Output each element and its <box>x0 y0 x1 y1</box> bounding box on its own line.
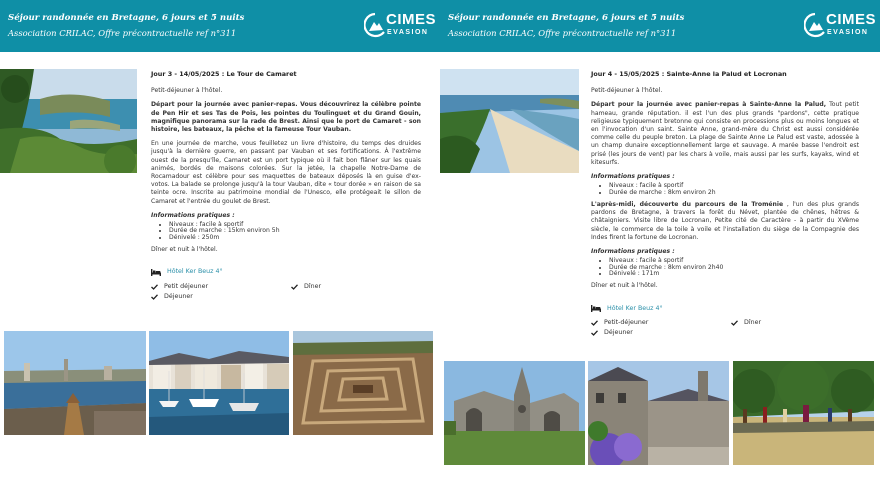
cimes-logo <box>364 10 437 42</box>
header-banner <box>440 0 880 52</box>
photo-camaret-harbour <box>4 331 146 435</box>
hotel-line <box>151 268 421 276</box>
hotel-line <box>591 305 859 313</box>
photo-camaret-port-boats <box>149 331 289 435</box>
meal-item: Déjeuner <box>591 329 731 337</box>
header-title: Séjour randonnée en Bretagne, 6 jours et 5 nuits <box>8 13 245 23</box>
meals-grid <box>591 319 859 337</box>
bed-icon <box>151 269 161 276</box>
photo-tour-vauban-stones <box>293 331 433 435</box>
page-day-4 <box>440 0 880 482</box>
dinner-note: Dîner et nuit à l'hôtel. <box>591 282 658 290</box>
day-4-text <box>591 70 859 337</box>
meal-item: Déjeuner <box>151 293 291 301</box>
info-list <box>151 222 421 241</box>
cimes-logo <box>804 10 877 42</box>
header-subtitle: Association CRILAC, Offre précontractuelle ref n°311 <box>448 28 677 38</box>
dinner-note: Dîner et nuit à l'hôtel. <box>151 246 218 254</box>
day-intro: Départ pour la journée avec panier-repas. Vous découvrirez la célèbre pointe de Pen Hir et ses Tas de Pois, les pointes du Toulinguet et du Grand Gouin, magnifique panorama sur la rade de Brest. Ainsi que le port de Camaret - son histoire, les bateaux, la pêche et la fameuse Tour Vauban. <box>151 101 421 134</box>
logo-text-top: CIMES <box>386 11 437 28</box>
day-title: Jour 3 - 14/05/2025 : Le Tour de Camaret <box>151 70 297 78</box>
info-duration: • Durée de marche : 8km environ 2h <box>609 190 859 196</box>
bed-icon <box>591 305 601 312</box>
photo-sainte-anne-beach <box>440 69 579 173</box>
mountain-logo-icon <box>804 12 826 38</box>
info-list <box>591 258 859 277</box>
photo-tromenie-procession <box>733 361 874 465</box>
info-title: Informations pratiques : <box>151 211 235 219</box>
info-title: Informations pratiques : <box>591 248 675 256</box>
info-level: • Niveaux : facile à sportif <box>609 258 859 264</box>
photo-sainte-anne-chapel <box>444 361 585 465</box>
day-intro: Départ pour la journée avec panier-repas à Sainte-Anne la Palud, Tout petit hameau, grande réputation. il est l'un des plus grands "pardons", cette pratique religieuse typiquement bretonne qui consiste en processions plus ou moins longues et en l'invocation d'un saint. Sainte Anne, grand-mère du Christ est aussi considérée comme celle du peuple breton. La plage de Sainte Anne Le Palud est vaste, adossée à un champ dunaire exceptionnellement large et sauvage. A marée basse l'endroit est prisé (les jours de vent) par les chars à voile, mais aussi par les surfs, kayaks, wind et kitesurfs. <box>591 101 859 166</box>
meal-item: Petit déjeuner <box>151 283 291 291</box>
logo-text-bottom: EVASION <box>827 29 869 36</box>
header-title: Séjour randonnée en Bretagne, 6 jours et 5 nuits <box>448 13 685 23</box>
check-icon <box>151 294 158 300</box>
header-banner <box>0 0 440 52</box>
hotel-name: Hôtel Ker Beuz 4° <box>607 304 663 312</box>
breakfast-note: Petit-déjeuner à l'hôtel. <box>591 87 663 95</box>
info-elevation: • Dénivelé : 250m <box>169 235 421 241</box>
meals-grid <box>151 283 421 301</box>
info-list <box>591 183 859 196</box>
logo-text-top: CIMES <box>826 11 877 28</box>
check-icon <box>151 284 158 290</box>
mountain-logo-icon <box>364 12 386 38</box>
meal-item: Petit-déjeuner <box>591 319 731 327</box>
meal-item: Dîner <box>731 319 831 327</box>
day-title: Jour 4 - 15/05/2025 : Sainte-Anne la Palud et Locronan <box>591 70 787 78</box>
check-icon <box>291 284 298 290</box>
info-title: Informations pratiques : <box>591 173 675 181</box>
day-description: En une journée de marche, vous feuilletez un livre d'histoire, du temps des druides jusqu'à la dernière guerre, en passant par Vauban et ses fortifications. À l'extrême ouest de la presqu'île, Camaret est un port typique où il fait bon flâner sur les quais animés, bordés de maisons colorées. Sur la jetée, la chapelle Notre-Dame de Rocamadour est célèbre pour ses maquettes de bateaux déposés là en guise d'ex-votos. La balade se prolonge jusqu'à la tour Vauban, dite « tour dorée » en raison de sa teinte ocre. Inscrite au patrimoine mondial de l'Unesco, elle protégeait le sillon de Camaret et l'entrée du goulet de Brest. <box>151 140 421 205</box>
check-icon <box>731 320 738 326</box>
info-elevation: • Dénivelé : 171m <box>609 271 859 277</box>
info-duration: • Durée de marche : 8km environ 2h40 <box>609 265 859 271</box>
photo-pen-hir-coast <box>0 69 137 173</box>
day-3-text <box>151 70 421 301</box>
info-duration: • Durée de marche : 15km environ 5h <box>169 228 421 234</box>
header-subtitle: Association CRILAC, Offre précontractuelle ref n°311 <box>8 28 237 38</box>
info-level: • Niveaux : facile à sportif <box>609 183 859 189</box>
meal-item: Dîner <box>291 283 391 291</box>
check-icon <box>591 330 598 336</box>
hotel-name: Hôtel Ker Beuz 4° <box>167 268 223 276</box>
logo-text-bottom: EVASION <box>387 29 429 36</box>
afternoon-description: L'après-midi, découverte du parcours de la Troménie , l'un des plus grands pardons de Bretagne, à travers la forêt du Névet, plantée de chênes, hêtres & châtaigniers. Visite libre de Locronan, Petite cité de Caractère - à partir du XVème siècle, le commerce de la toile à voile et l'installation du siège de la Compagnie des Indes firent la fortune de Locronan. <box>591 201 859 241</box>
photo-locronan-village <box>588 361 729 465</box>
info-level: • Niveaux : facile à sportif <box>169 222 421 228</box>
check-icon <box>591 320 598 326</box>
breakfast-note: Petit-déjeuner à l'hôtel. <box>151 87 223 95</box>
